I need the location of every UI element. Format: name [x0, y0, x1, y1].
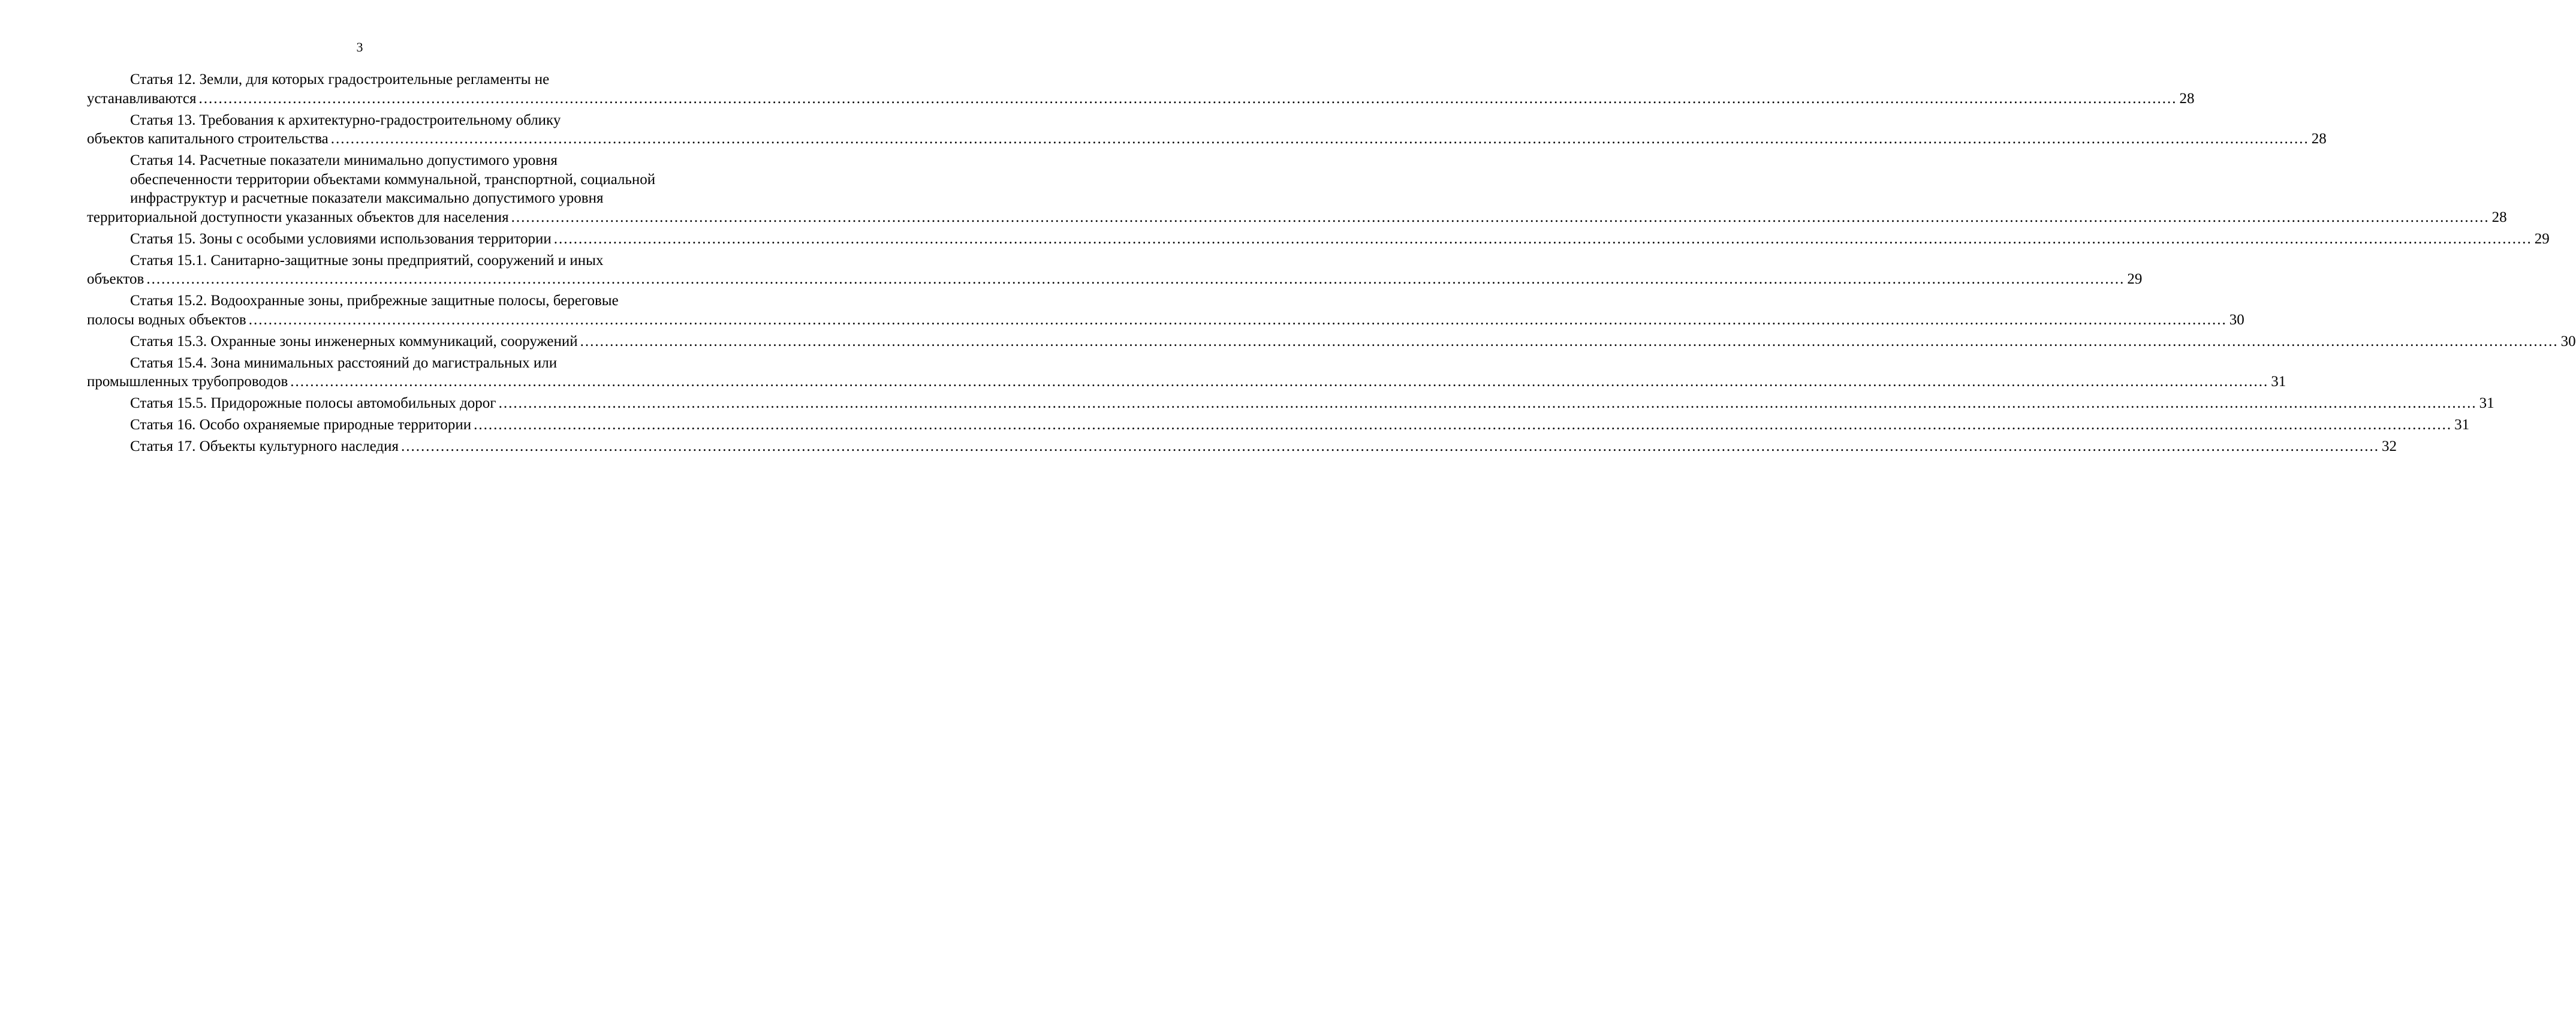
toc-entry-line: инфраструктур и расчетные показатели максимально допустимого уровня [130, 190, 604, 206]
toc-entry[interactable] [87, 230, 2550, 249]
toc-entry-last-line [87, 208, 2507, 227]
toc-entry-last-line [87, 89, 2195, 109]
toc-entry-last-line [87, 394, 2494, 413]
toc-entry-last-line [87, 230, 2550, 249]
toc-page-number: 29 [2127, 271, 2143, 287]
toc-entry[interactable] [87, 354, 2286, 391]
toc-entry-last-line [87, 270, 2143, 289]
toc-entry-title: промышленных трубопроводов [87, 374, 288, 390]
toc-page-number: 30 [2560, 333, 2576, 350]
toc-entry[interactable] [87, 291, 2244, 329]
dot-leader: ................................................................................................................................................................................................................................................................................................................................................................................................................ [248, 311, 2227, 328]
dot-leader: ................................................................................................................................................................................................................................................................................................................................................................................................................ [511, 209, 2490, 225]
toc-entry[interactable] [87, 111, 2327, 149]
toc-entry-title: Статья 15.5. Придорожные полосы автомобильных дорог [130, 395, 496, 411]
dot-leader: ................................................................................................................................................................................................................................................................................................................................................................................................................ [553, 230, 2532, 247]
toc-entry-last-line [87, 129, 2327, 149]
toc-page-number: 28 [2179, 90, 2195, 107]
toc-page-number: 32 [2381, 438, 2397, 454]
toc-entry-line: обеспеченности территории объектами коммунальной, транспортной, социальной [130, 171, 656, 188]
toc-entry-last-line [87, 437, 2397, 456]
toc-entry-line: Статья 15.1. Санитарно-защитные зоны предприятий, сооружений и иных [130, 252, 604, 269]
dot-leader: ................................................................................................................................................................................................................................................................................................................................................................................................................ [198, 90, 2177, 107]
table-of-contents [87, 70, 2576, 459]
toc-page-number: 30 [2229, 311, 2244, 328]
toc-page-number: 31 [2271, 374, 2286, 390]
toc-page-number: 31 [2454, 417, 2470, 433]
toc-entry-line: Статья 14. Расчетные показатели минимально допустимого уровня [130, 152, 558, 168]
toc-entry-last-line [87, 372, 2286, 391]
toc-entry-line: Статья 15.2. Водоохранные зоны, прибрежные защитные полосы, береговые [130, 293, 619, 309]
toc-entry-title: устанавливаются [87, 90, 197, 107]
toc-entry-title: Статья 15.3. Охранные зоны инженерных коммуникаций, сооружений [130, 333, 578, 350]
dot-leader: ................................................................................................................................................................................................................................................................................................................................................................................................................ [580, 333, 2559, 350]
dot-leader: ................................................................................................................................................................................................................................................................................................................................................................................................................ [400, 438, 2379, 454]
toc-entry[interactable] [87, 70, 2195, 108]
toc-page-number: 28 [2491, 209, 2507, 225]
toc-entry[interactable] [87, 251, 2143, 289]
dot-leader: ................................................................................................................................................................................................................................................................................................................................................................................................................ [146, 271, 2125, 287]
toc-entry-title: Статья 15. Зоны с особыми условиями использования территории [130, 230, 552, 247]
toc-entry[interactable] [87, 415, 2470, 435]
toc-entry-title: полосы водных объектов [87, 311, 246, 328]
dot-leader: ................................................................................................................................................................................................................................................................................................................................................................................................................ [498, 395, 2477, 411]
toc-entry-title: объектов [87, 271, 144, 287]
toc-entry-line: Статья 12. Земли, для которых градостроительные регламенты не [130, 71, 550, 88]
toc-entry[interactable] [87, 394, 2494, 413]
toc-entry[interactable] [87, 332, 2576, 351]
dot-leader: ................................................................................................................................................................................................................................................................................................................................................................................................................ [330, 131, 2309, 147]
dot-leader: ................................................................................................................................................................................................................................................................................................................................................................................................................ [474, 417, 2453, 433]
toc-entry-line: Статья 15.4. Зона минимальных расстояний до магистральных или [130, 354, 558, 371]
toc-entry-title: территориальной доступности указанных объектов для населения [87, 209, 509, 225]
toc-entry[interactable] [87, 437, 2397, 456]
toc-entry-last-line [87, 415, 2470, 435]
toc-page-number: 29 [2534, 230, 2550, 247]
toc-page-number: 31 [2479, 395, 2494, 411]
toc-entry-line: Статья 13. Требования к архитектурно-градостроительному облику [130, 112, 561, 128]
toc-entry-title: объектов капитального строительства [87, 131, 329, 147]
dot-leader: ................................................................................................................................................................................................................................................................................................................................................................................................................ [290, 374, 2269, 390]
page-number: 3 [356, 40, 363, 55]
toc-entry[interactable] [87, 151, 2507, 227]
toc-entry-title: Статья 17. Объекты культурного наследия [130, 438, 399, 454]
toc-entry-title: Статья 16. Особо охраняемые природные территории [130, 417, 472, 433]
toc-entry-last-line [87, 311, 2244, 330]
toc-page-number: 28 [2311, 131, 2327, 147]
toc-entry-last-line [87, 332, 2576, 351]
